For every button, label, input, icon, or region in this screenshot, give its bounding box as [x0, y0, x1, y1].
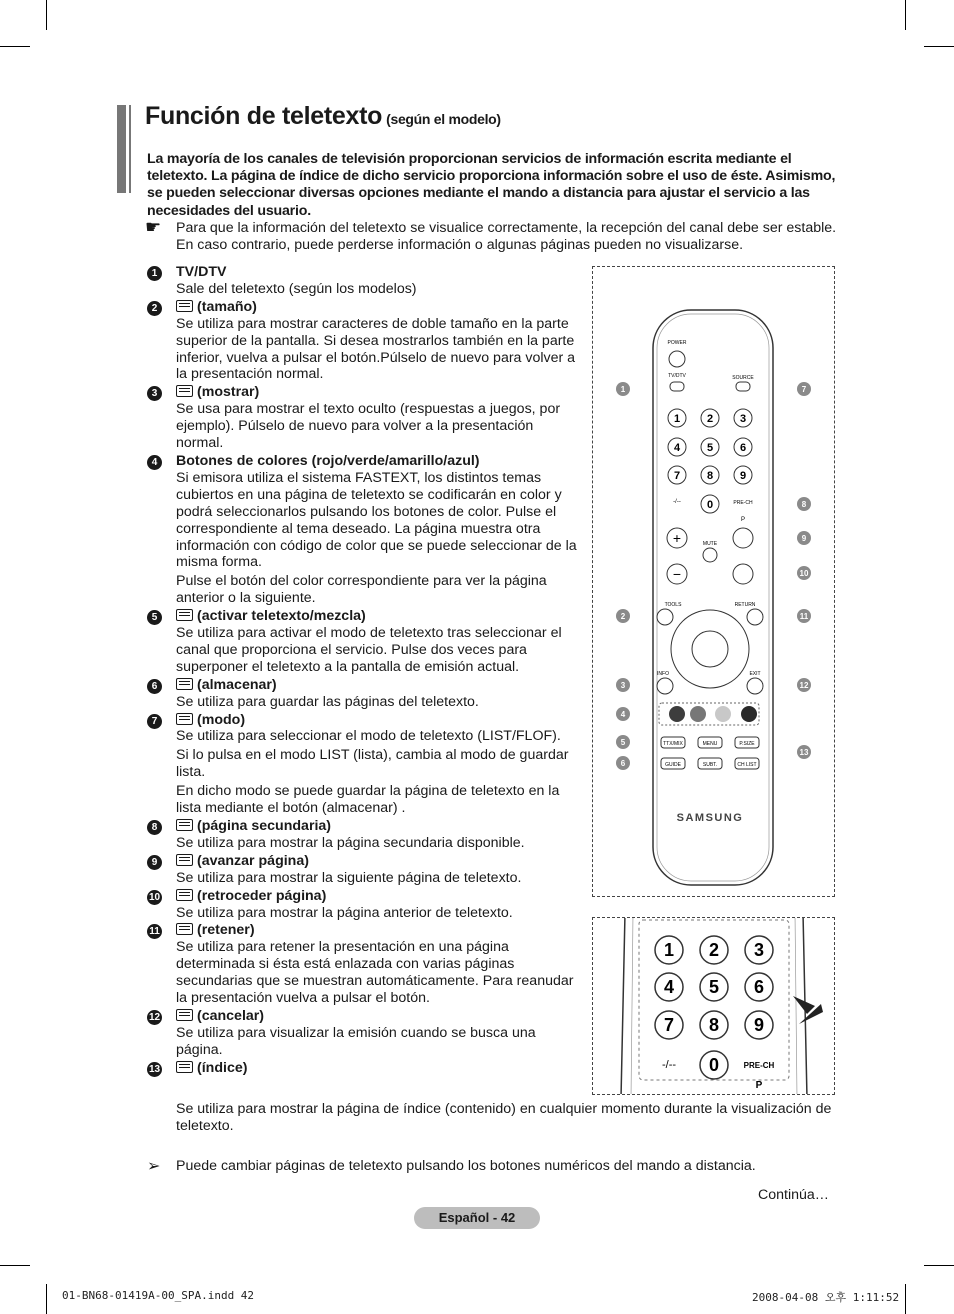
remote-illustration — [592, 266, 835, 897]
zoom-digit-label: 7 — [663, 1015, 675, 1035]
teletext-button-icon — [176, 854, 193, 866]
callout-number: 13 — [799, 748, 809, 757]
remote-zoom-illustration — [592, 917, 835, 1095]
item-description: Se utiliza para mostrar la siguiente página de teletexto. — [176, 869, 522, 886]
page-title — [145, 102, 501, 131]
info-label: INFO — [657, 671, 669, 677]
teletext-button-icon — [176, 713, 193, 725]
item-description: Si lo pulsa en el modo LIST (lista), cambia al modo de guardar lista. — [176, 747, 569, 781]
item-heading — [176, 677, 579, 694]
item-description: Se usa para mostrar el texto oculto (respuestas a juegos, por ejemplo). Púlselo de nuevo para volver a la presentación normal. — [176, 401, 561, 452]
callout-number: 7 — [801, 385, 807, 394]
brand-logo: SAMSUNG — [676, 812, 744, 824]
feature-list — [147, 264, 579, 1078]
item-number-badge: 8 — [147, 820, 162, 835]
tvdtv-label: TV/DTV — [668, 373, 686, 379]
item-heading — [176, 1008, 579, 1025]
item-heading-text: (tamaño) — [197, 298, 257, 315]
feature-item — [147, 677, 579, 711]
item-description: Se utiliza para guardar las páginas del teletexto. — [176, 693, 479, 710]
crop-mark — [924, 46, 954, 47]
callout-number: 12 — [799, 681, 809, 690]
item-description: Sale del teletexto (según los modelos) — [176, 280, 417, 297]
item-heading-text: (retener) — [197, 922, 255, 939]
tip-arrow-icon: ➢ — [147, 1158, 161, 1175]
digit-label: 1 — [673, 413, 681, 425]
callout-number: 9 — [801, 534, 807, 543]
item-number-badge: 11 — [147, 924, 162, 939]
digit-label: 8 — [706, 470, 714, 482]
crop-mark — [905, 1284, 906, 1314]
dash-label: -/-- — [673, 499, 681, 505]
remote-svg — [593, 267, 834, 896]
svg-text:−: − — [672, 566, 682, 582]
teletext-button-icon — [176, 678, 193, 690]
remote-zoom-svg — [593, 918, 834, 1094]
teletext-button-icon — [176, 819, 193, 831]
item-number-badge: 1 — [147, 266, 162, 281]
prech-label: PRE-CH — [733, 500, 753, 506]
item-heading — [176, 264, 579, 281]
teletext-button-icon — [176, 609, 193, 621]
item-number-badge: 13 — [148, 1063, 161, 1075]
item-number-badge: 3 — [147, 386, 162, 401]
crop-mark — [46, 1284, 47, 1314]
zoom-digit-label: 9 — [753, 1015, 765, 1035]
feature-item — [147, 453, 579, 607]
svg-text:+: + — [672, 530, 682, 546]
callout-number: 10 — [799, 569, 809, 578]
zoom-digit-label: 6 — [753, 977, 765, 997]
item-description: Se utiliza para visualizar la emisión cuando se busca una página. — [176, 1024, 536, 1058]
zoom-digit-label: 3 — [753, 940, 765, 960]
teletext-button-icon — [176, 923, 193, 935]
item-heading — [176, 299, 579, 316]
item-heading-text: (página secundaria) — [197, 818, 332, 834]
item-description: Se utiliza para mostrar caracteres de doble tamaño en la parte superior de la pantalla. Si desea mostrarlos también en la parte inferior, vuelva a pulsar el botón.Púlselo de nuevo para volver a la presentación normal. — [176, 315, 576, 383]
pointing-hand-icon: ☛ — [145, 217, 162, 237]
intro-paragraph: La mayoría de los canales de televisión proporcionan servicios de información escrita mediante el teletexto. La página de índice de dicho servicio proporciona información sobre el uso de éste. Asimismo, se pueden seleccionar diversas opciones mediante el mando a distancia para ajustar el servicio a las necesidades del usuario. — [147, 151, 836, 219]
digit-label: 4 — [673, 442, 681, 454]
crop-mark — [924, 1265, 954, 1266]
item-heading — [176, 608, 579, 625]
feature-item — [147, 888, 579, 922]
zoom-digit-label: 1 — [663, 940, 675, 960]
item-heading — [176, 888, 579, 905]
item-heading — [176, 384, 579, 401]
item-heading-text: (mostrar) — [197, 384, 260, 401]
feature-item — [147, 384, 579, 452]
teletext-button-icon — [176, 385, 193, 397]
crop-mark — [46, 0, 47, 30]
callout-number: 8 — [801, 500, 807, 509]
feature-item — [147, 853, 579, 887]
teletext-button-icon — [176, 1009, 193, 1021]
feature-item — [147, 712, 579, 817]
callout-number: 5 — [620, 738, 626, 747]
feature-item — [147, 264, 579, 298]
feature-item — [147, 1060, 579, 1077]
crop-mark — [0, 1265, 30, 1266]
item-heading-text: Botones de colores (rojo/verde/amarillo/azul) — [176, 452, 480, 469]
tip-paragraph — [147, 1158, 847, 1174]
item-description: Se utiliza para mostrar la página anterior de teletexto. — [176, 904, 513, 921]
item-number-badge: 7 — [147, 714, 162, 729]
source-label: SOURCE — [732, 375, 754, 381]
item-number-badge: 10 — [148, 891, 161, 903]
teletext-button-icon — [176, 300, 193, 312]
digit-label: 9 — [739, 470, 747, 482]
crop-mark — [0, 46, 30, 47]
item-heading — [176, 853, 579, 870]
page-title-sub: (según el modelo) — [386, 111, 501, 127]
item-description: En dicho modo se puede guardar la página de teletexto en la lista mediante el botón (almacenar) . — [176, 783, 560, 817]
item-heading — [176, 453, 579, 470]
continues-label: Continúa… — [758, 1187, 829, 1203]
item-heading-text: TV/DTV — [176, 264, 227, 280]
power-label: POWER — [667, 340, 687, 346]
item-number-badge: 2 — [147, 301, 162, 316]
note-text: Para que la información del teletexto se visualice correctamente, la recepción del canal debe ser estable. En caso contrario, puede perderse información o algunas páginas pueden no visualizarse. — [176, 220, 837, 254]
item-heading-text: (avanzar página) — [197, 852, 309, 869]
exit-label: EXIT — [749, 671, 761, 677]
item-heading — [176, 922, 579, 939]
subt-label: SUBT. — [702, 762, 718, 768]
item-heading-text: (retroceder página) — [197, 887, 327, 904]
chlist-label: CH LIST — [737, 762, 757, 768]
digit-label: 6 — [739, 442, 747, 454]
item-number-badge: 9 — [147, 855, 162, 870]
item-description: Pulse el botón del color correspondiente para ver la página anterior o la siguiente. — [176, 573, 547, 607]
p-label: P — [740, 517, 746, 523]
callout-number: 3 — [620, 681, 626, 690]
item-description: Se utiliza para activar el modo de teletexto tras seleccionar el canal que proporciona el servicio. Pulse dos veces para superponer el teletexto a la pantalla de emisión actual. — [176, 625, 562, 675]
digit-label: 7 — [673, 470, 681, 482]
item-heading — [176, 712, 579, 729]
item-heading-text: (modo) — [197, 711, 246, 728]
zoom-digit-label: 5 — [708, 977, 720, 997]
zoom-digit-label: 2 — [708, 940, 720, 960]
zoom-digit-label: 0 — [708, 1055, 720, 1075]
item-number-badge: 12 — [148, 1011, 161, 1023]
item-description: Se utiliza para seleccionar el modo de teletexto (LIST/FLOF). — [176, 728, 561, 745]
mute-label: MUTE — [702, 541, 718, 547]
page-number-badge: Español - 42 — [414, 1207, 540, 1229]
callout-number: 6 — [620, 759, 626, 768]
guide-label: GUIDE — [665, 762, 681, 768]
digit-label: 5 — [706, 442, 714, 454]
callout-number: 11 — [799, 612, 809, 621]
note-paragraph — [145, 217, 837, 254]
footer-date: 2008-04-08 오후 1:11:52 — [752, 1291, 900, 1304]
return-label: RETURN — [734, 602, 756, 608]
item-heading — [176, 1060, 579, 1077]
feature-item — [147, 818, 579, 852]
zoom-digit-label: 8 — [708, 1015, 720, 1035]
item-number-badge: 5 — [147, 610, 162, 625]
item-number-badge: 6 — [147, 679, 162, 694]
item-heading-text: (almacenar) — [197, 676, 277, 693]
item-heading-text: (cancelar) — [197, 1007, 265, 1024]
callout-number: 4 — [620, 710, 626, 719]
menu-label: MENU — [702, 741, 718, 747]
feature-item — [147, 922, 579, 1007]
item-description: Si emisora utiliza el sistema FASTEXT, los distintos temas cubiertos en una página de teletexto se codificarán en color y podrá seleccionarlos pulsando los botones de color. Pulse el correspondiente al tema deseado. La página muestra otra información con código de color que se puede seleccionar de la misma forma. — [176, 469, 577, 571]
feature-item — [147, 1008, 579, 1059]
teletext-button-icon — [176, 889, 193, 901]
digit-label: 0 — [706, 499, 714, 511]
ttx-label: TTX/MIX — [663, 741, 683, 747]
tools-label: TOOLS — [664, 602, 682, 608]
digit-label: 3 — [739, 413, 747, 425]
item-heading-text: (activar teletexto/mezcla) — [197, 608, 366, 625]
title-accent-gap — [126, 105, 129, 193]
zoom-p-label: P — [755, 1080, 763, 1091]
item-number-badge: 4 — [147, 455, 162, 470]
page-title-text: Función de teletexto — [145, 102, 383, 130]
item-heading — [176, 818, 579, 835]
crop-mark — [905, 0, 906, 30]
zoom-dash-label: -/-- — [661, 1059, 677, 1071]
zoom-prech-label: PRE-CH — [743, 1061, 775, 1070]
zoom-digit-label: 4 — [663, 977, 675, 997]
item-description: Se utiliza para mostrar la página secundaria disponible. — [176, 834, 525, 851]
footer-file: 01-BN68-01419A-00_SPA.indd 42 — [62, 1289, 255, 1302]
feature-item — [147, 299, 579, 384]
item-heading-text: (índice) — [197, 1059, 248, 1076]
item-description: Se utiliza para retener la presentación en una página determinada si ésta está enlazada con varias páginas secundarias que se muestran automáticamente. Para reanudar la presentación vuelva a pulsar el botón. — [176, 939, 574, 1007]
feature-item — [147, 608, 579, 676]
item-13-body: Se utiliza para mostrar la página de índice (contenido) en cualquier momento durante la visualización de teletexto. — [176, 1101, 832, 1134]
callout-number: 1 — [620, 385, 626, 394]
psize-label: P.SIZE — [739, 741, 755, 747]
teletext-button-icon — [176, 1061, 193, 1073]
digit-label: 2 — [706, 413, 714, 425]
tip-text: Puede cambiar páginas de teletexto pulsando los botones numéricos del mando a distancia. — [176, 1158, 756, 1174]
callout-number: 2 — [620, 612, 626, 621]
